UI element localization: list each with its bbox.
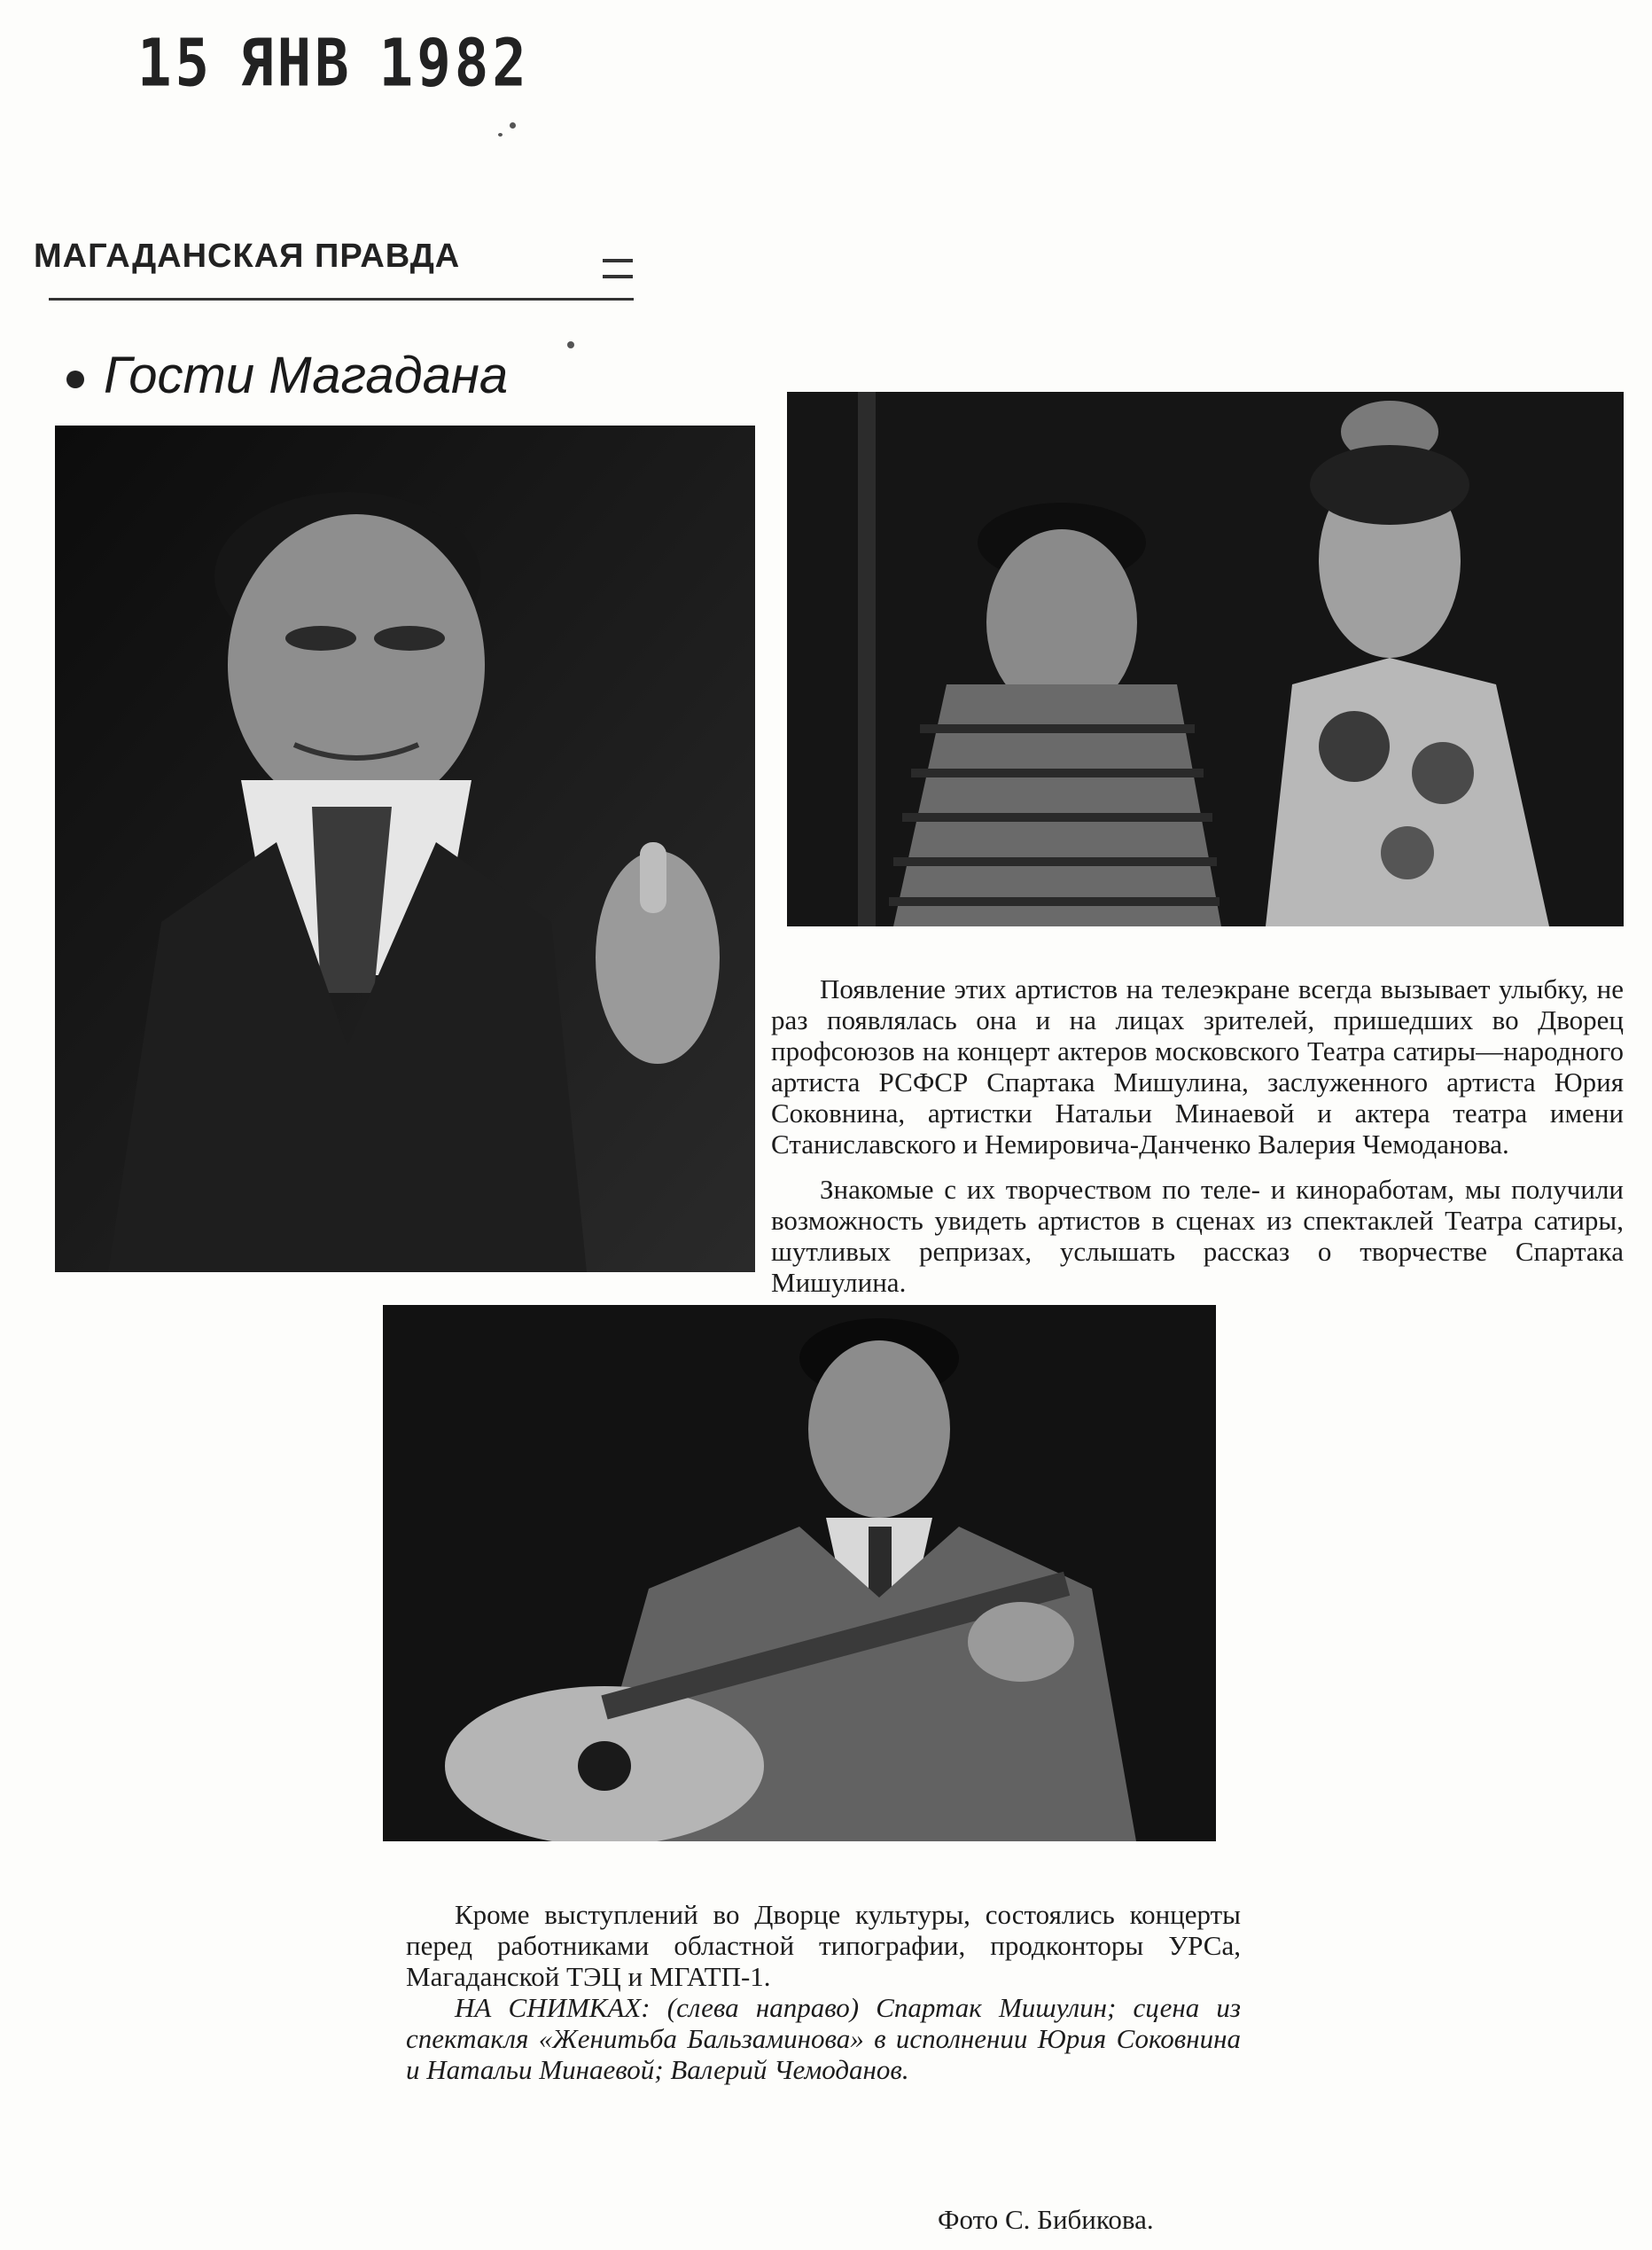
photo-credit: Фото С. Бибикова. — [938, 2204, 1154, 2235]
ink-speck — [567, 341, 574, 348]
article-paragraph: Появление этих артистов на телеэкране всегда вызывает улыбку, не раз появлялась она и на лицах зрителей, пришедших во Дворец профсоюзов на концерт актеров московского Театра сатиры—народного артиста РСФСР Спартака Мишулина, заслуженного артиста Юрия Соковнина, артистки Натальи Минаевой и актера театра имени Станиславского и Немировича-Данченко Валерия Чемоданова. — [771, 973, 1624, 1160]
article-paragraph: Знакомые с их творчеством по теле- и киноработам, мы получили возможность увидеть артистов в сценах из спектаклей Театра сатиры, шутливых репризах, услышать рассказ о творчестве Спартака Мишулина. — [771, 1174, 1624, 1298]
newspaper-masthead: МАГАДАНСКАЯ ПРАВДА — [34, 238, 461, 275]
photo-theatre-scene — [787, 392, 1624, 926]
article-column-top — [771, 973, 1624, 1298]
article-paragraph: Кроме выступлений во Дворце культуры, состоялись концерты перед работниками областной типографии, продконторы УРСа, Магаданской ТЭЦ и МГАТП-1. — [406, 1899, 1241, 1992]
rubric-title: Гости Магадана — [104, 347, 509, 404]
date-stamp — [137, 27, 557, 102]
stamp-day: 15 — [137, 27, 214, 103]
stamp-year: 1982 — [378, 27, 530, 103]
photo-caption: НА СНИМКАХ: (слева направо) Спартак Мишулин; сцена из спектакля «Женитьба Бальзаминова» в исполнении Юрия Соковнина и Натальи Минаевой; Валерий Чемоданов. — [406, 1992, 1241, 2085]
ink-speck — [510, 122, 516, 129]
stamp-month: ЯНВ — [239, 27, 353, 103]
article-column-bottom — [406, 1899, 1241, 2085]
masthead-rule — [49, 298, 634, 301]
photo-portrait-man — [55, 426, 755, 1272]
bullet-icon — [66, 371, 84, 388]
photo-man-with-guitar — [383, 1305, 1216, 1841]
rubric-heading — [66, 346, 508, 405]
ink-speck — [498, 133, 503, 137]
masthead-equals-mark — [603, 259, 633, 278]
